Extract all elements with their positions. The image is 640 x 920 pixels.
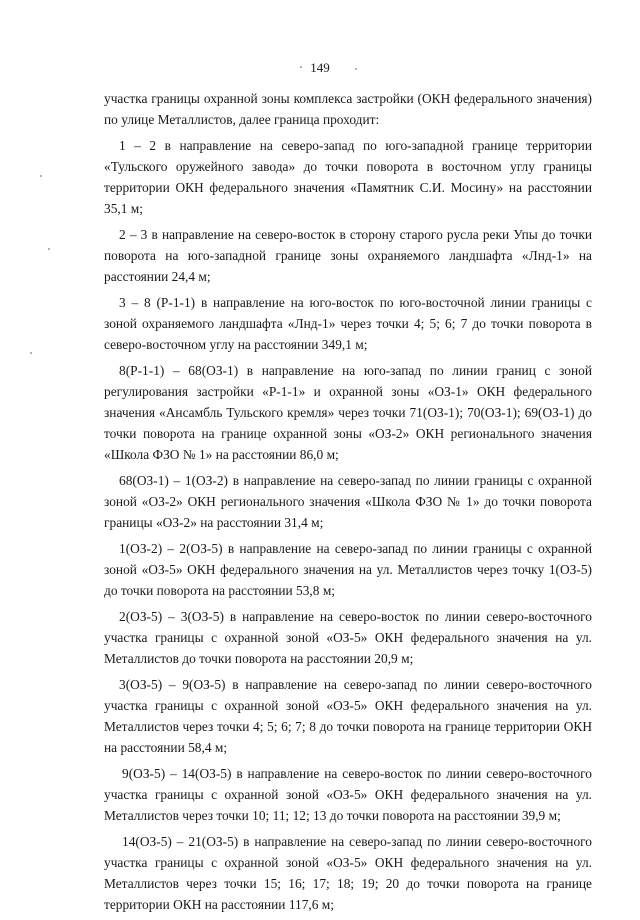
paragraph-segment-3-8: 3 – 8 (Р-1-1) в направление на юго-восток по юго-восточной линии границы с зоной охраняемого ландшафта «Лнд-1» через точки 4; 5; 6; 7 до точки поворота в северо-восточном углу на расстоянии 349,1 м; [104,295,592,352]
scan-speck [48,248,50,250]
paragraph-intro: участка границы охранной зоны комплекса застройки (ОКН федерального значения) по улице Металлистов, далее граница проходит: [104,91,592,127]
scan-speck [300,66,302,68]
paragraph-segment-8-68: 8(Р-1-1) – 68(ОЗ-1) в направление на юго-запад по линии границ с зоной регулирования застройки «Р-1-1» и охранной зоны «ОЗ-1» ОКН федерального значения «Ансамбль Тульского кремля» через точки 71(ОЗ-1); 70(ОЗ-1); 69(ОЗ-1) до точки поворота на границе охранной зоны «ОЗ-2» ОКН регионального значения «Школа ФЗО № 1» на расстоянии 86,0 м; [104,363,592,462]
scan-speck [40,175,42,177]
paragraph-segment-68-1: 68(ОЗ-1) – 1(ОЗ-2) в направление на северо-запад по линии границы с охранной зоной «ОЗ-2» ОКН регионального значения «Школа ФЗО № 1» до точки поворота границы «ОЗ-2» на расстоянии 31,4 м; [104,473,592,530]
scan-speck [30,352,32,354]
paragraph-segment-3-9-oz5: 3(ОЗ-5) – 9(ОЗ-5) в направление на северо-запад по линии северо-восточного участка границы с охранной зоной «ОЗ-5» ОКН федерального значения на ул. Металлистов через точки 4; 5; 6; 7; 8 до точки поворота на границе территории ОКН на расстоянии 58,4 м; [104,677,592,755]
page-number: 149 [310,60,330,75]
document-body [104,88,592,920]
scan-speck [355,68,357,70]
paragraph-segment-1-2: 1 – 2 в направление на северо-запад по юго-западной границе территории «Тульского оружейного завода» до точки поворота в восточном углу границы территории ОКН федерального значения «Памятник С.И. Мосину» на расстоянии 35,1 м; [104,138,592,216]
paragraph-segment-2-3: 2 – 3 в направление на северо-восток в сторону старого русла реки Упы до точки поворота на юго-западной границе зоны охраняемого ландшафта «Лнд-1» на расстоянии 24,4 м; [104,227,592,284]
paragraph-segment-2-3-oz5: 2(ОЗ-5) – 3(ОЗ-5) в направление на северо-восток по линии северо-восточного участка границы с охранной зоной «ОЗ-5» ОКН федерального значения на ул. Металлистов до точки поворота на расстоянии 20,9 м; [104,609,592,666]
paragraph-segment-14-21-oz5: 14(ОЗ-5) – 21(ОЗ-5) в направление на северо-запад по линии северо-восточного участка границы с охранной зоной «ОЗ-5» ОКН федерального значения на ул. Металлистов через точки 15; 16; 17; 18; 19; 20 до точки поворота на границе территории ОКН на расстоянии 117,6 м; [104,834,592,912]
paragraph-segment-9-14-oz5: 9(ОЗ-5) – 14(ОЗ-5) в направление на северо-восток по линии северо-восточного участка границы с охранной зоной «ОЗ-5» ОКН федерального значения на ул. Металлистов через точки 10; 11; 12; 13 до точки поворота на расстоянии 39,9 м; [104,766,592,823]
paragraph-segment-1-2-oz5: 1(ОЗ-2) – 2(ОЗ-5) в направление на северо-запад по линии границы с охранной зоной «ОЗ-5» ОКН федерального значения на ул. Металлистов через точку 1(ОЗ-5) до точки поворота на расстоянии 53,8 м; [104,541,592,598]
